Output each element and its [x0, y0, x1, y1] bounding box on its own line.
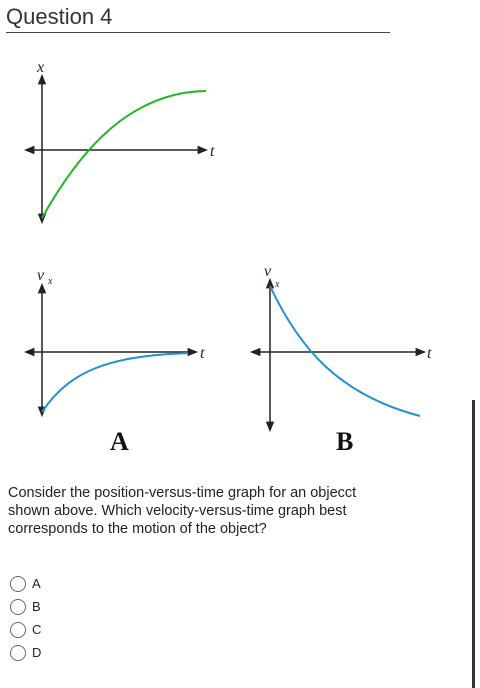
option-label: A [32, 576, 41, 591]
position-y-label: x [37, 59, 45, 76]
option-a[interactable] [10, 572, 41, 595]
graph-a-x-label: t [200, 345, 205, 362]
question-text: Consider the position-versus-time graph for an objecct shown above. Which velocity-versus-time graph best corresponds to the motion of the object? [8, 485, 357, 537]
scrollbar[interactable] [472, 400, 475, 688]
position-curve [42, 91, 206, 218]
question-title: Question 4 [6, 4, 113, 29]
graph-b-y-label: v [264, 263, 272, 280]
answer-options [10, 572, 41, 664]
radio-button[interactable] [10, 599, 26, 615]
position-x-label: t [210, 143, 215, 160]
radio-button[interactable] [10, 645, 26, 661]
option-d[interactable] [10, 641, 41, 664]
position-time-graph [26, 59, 215, 222]
graph-a-y-sub: x [48, 276, 53, 287]
graph-a-curve [42, 353, 188, 412]
option-b[interactable] [10, 595, 41, 618]
option-label: B [32, 599, 41, 614]
option-label: C [32, 622, 42, 637]
option-label: D [32, 645, 42, 660]
graph-b-y-sub: x [275, 279, 280, 290]
graph-b-label: B [336, 427, 354, 456]
velocity-graph-a [26, 267, 205, 456]
graph-b-curve [270, 286, 420, 416]
graph-a-y-label: v [37, 267, 45, 284]
velocity-graph-b [252, 263, 432, 456]
radio-button[interactable] [10, 576, 26, 592]
graph-a-label: A [110, 427, 129, 456]
option-c[interactable] [10, 618, 41, 641]
graph-b-x-label: t [427, 345, 432, 362]
radio-button[interactable] [10, 622, 26, 638]
